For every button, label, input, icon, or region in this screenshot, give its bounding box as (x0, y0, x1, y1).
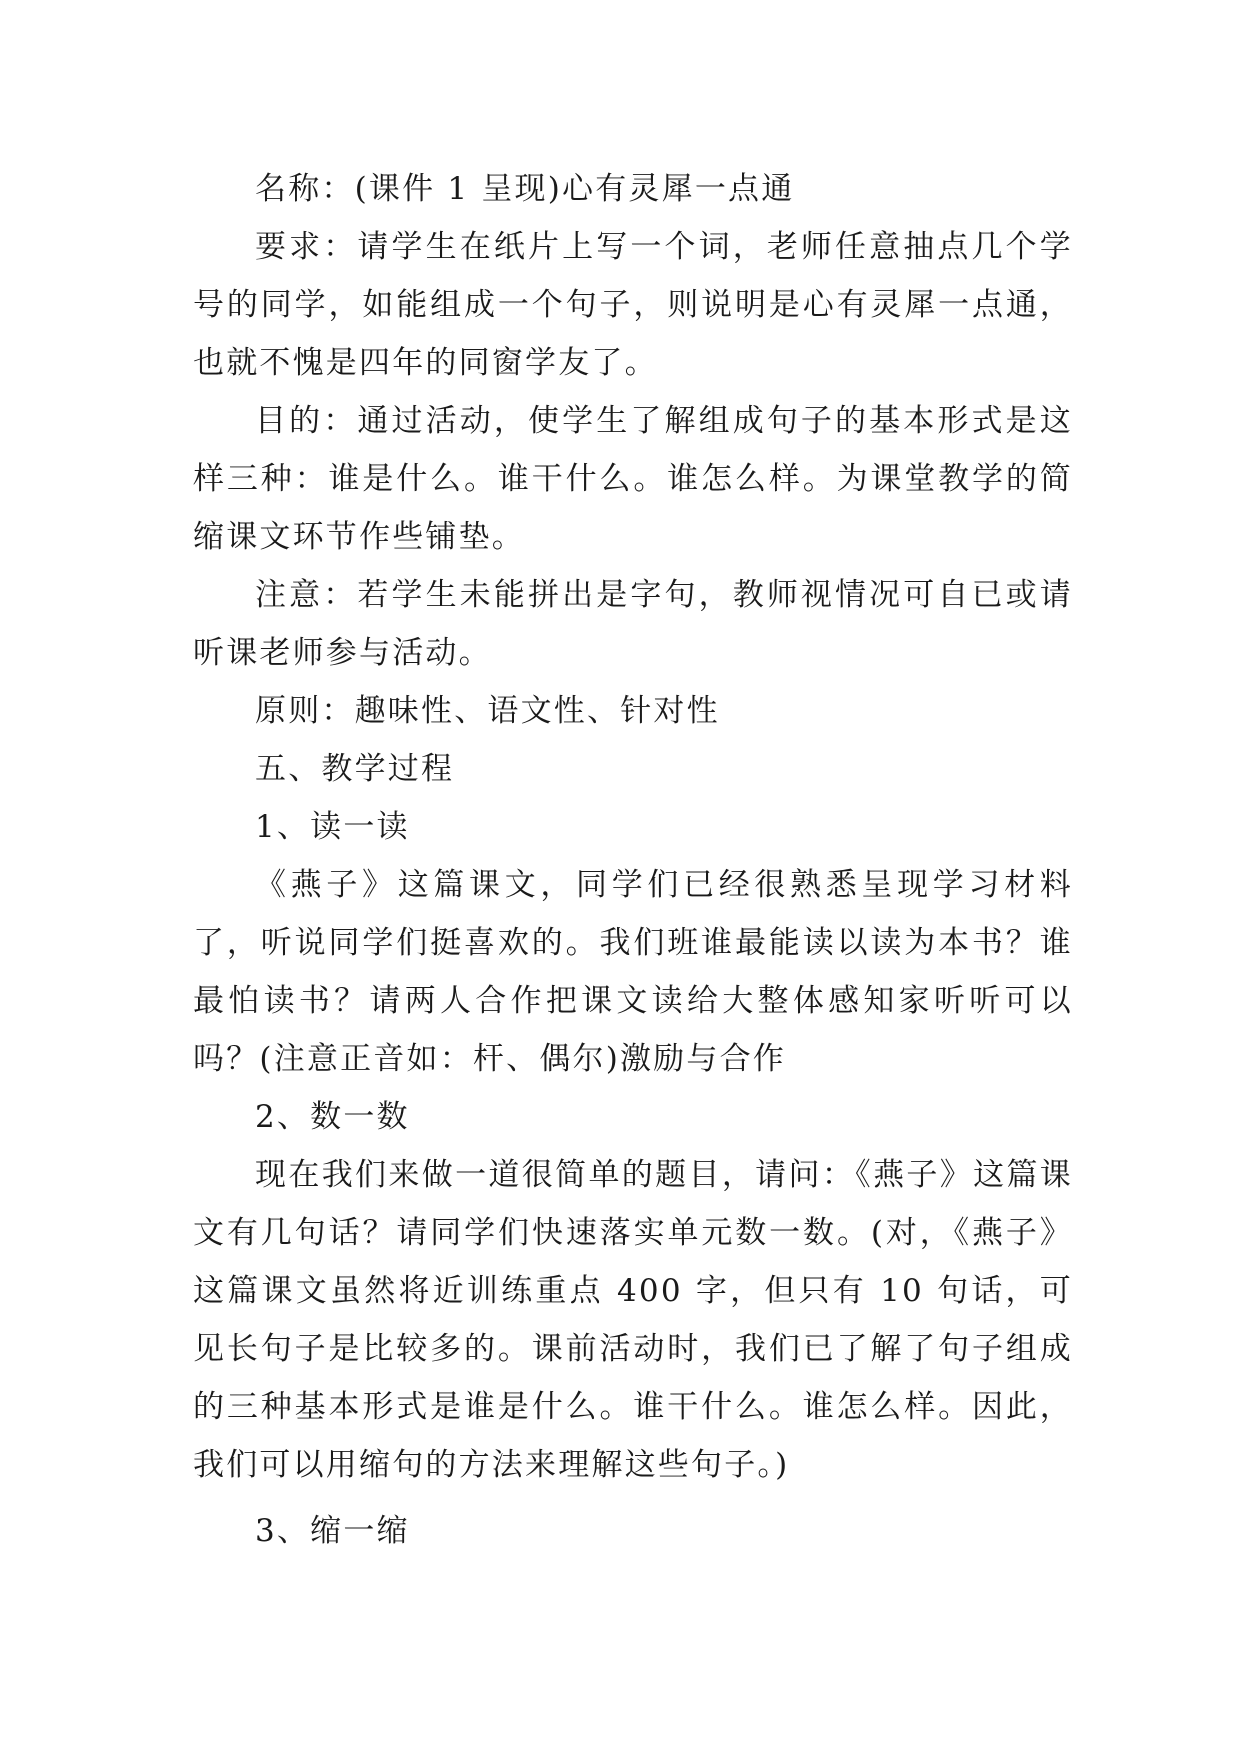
section-heading-teaching-process: 五、教学过程 (255, 751, 455, 787)
paragraph-purpose: 目的：通过活动，使学生了解组成句子的基本形式是这样三种：谁是什么。谁干什么。谁怎么样。为课堂教学的简缩课文环节作些铺垫。 (193, 403, 1073, 555)
paragraph-requirement: 要求：请学生在纸片上写一个词，老师任意抽点几个学号的同学，如能组成一个句子，则说明是心有灵犀一点通，也就不愧是四年的同窗学友了。 (193, 229, 1073, 381)
paragraph-note: 注意：若学生未能拼出是字句，教师视情况可自已或请听课老师参与活动。 (193, 577, 1073, 671)
paragraph-principle: 原则：趣味性、语文性、针对性 (255, 693, 720, 729)
step-heading-count: 2、数一数 (255, 1099, 410, 1135)
document-body (193, 160, 1073, 1560)
step-heading-shorten: 3、缩一缩 (255, 1513, 410, 1549)
paragraph-count: 现在我们来做一道很简单的题目，请问：《燕子》这篇课文有几句话？请同学们快速落实单元数一数。(对，《燕子》这篇课文虽然将近训练重点 400 字，但只有 10 句话，可见长句子是比较多的。课前活动时，我们已了解了句子组成的三种基本形式是谁是什么。谁干什么。谁怎么样。因此，我们可以用缩句的方法来理解这些句子。) (193, 1157, 1073, 1483)
step-heading-read: 1、读一读 (255, 809, 410, 845)
paragraph-name: 名称：(课件 1 呈现)心有灵犀一点通 (255, 171, 795, 207)
paragraph-read: 《燕子》这篇课文，同学们已经很熟悉呈现学习材料了，听说同学们挺喜欢的。我们班谁最能读以读为本书？谁最怕读书？请两人合作把课文读给大整体感知家听听可以吗？(注意正音如：杆、偶尔)激励与合作 (193, 867, 1073, 1077)
